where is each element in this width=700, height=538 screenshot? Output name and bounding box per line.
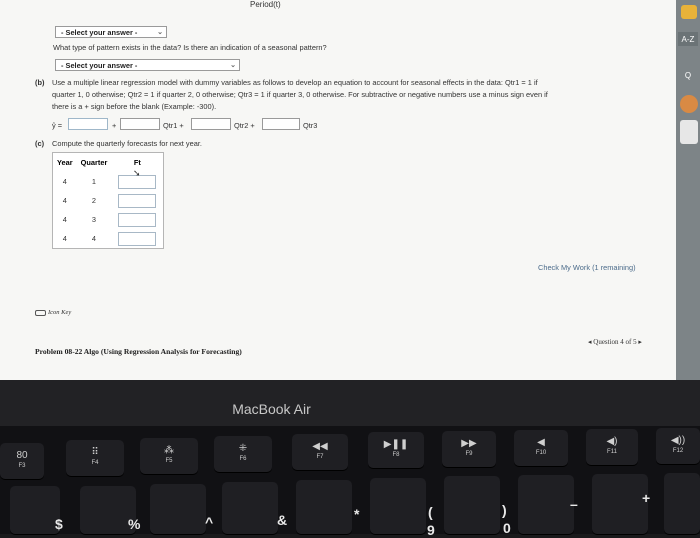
sidebar-panel-icon[interactable] — [680, 120, 698, 144]
part-b-line3: there is a + sign before the blank (Example: -300). — [52, 102, 217, 111]
f8-key[interactable]: ▶❚❚ F8 — [368, 432, 424, 468]
part-c-label: (c) — [35, 139, 45, 148]
minus-glyph: – — [570, 496, 578, 512]
table-header-row — [53, 153, 164, 173]
volume-up-icon: ◀)) — [670, 435, 686, 446]
qtr1-coef-input[interactable] — [120, 118, 160, 130]
year-cell: 4 — [62, 177, 67, 186]
qtr2-coef-input[interactable] — [191, 118, 231, 130]
backlight-up-icon: ⁜ — [238, 443, 248, 454]
rparen-glyph: ) — [502, 502, 507, 518]
zero-key[interactable] — [444, 476, 500, 534]
sidebar-gold-icon[interactable] — [681, 5, 697, 19]
play-pause-icon: ▶❚❚ — [383, 439, 409, 450]
nine-glyph: 9 — [427, 522, 435, 538]
ft-header: Ft — [133, 158, 141, 167]
eight-key[interactable] — [296, 480, 352, 534]
chevron-down-icon: ⌄ — [230, 62, 236, 69]
table-row — [53, 210, 164, 229]
rewind-icon: ◀◀ — [312, 441, 328, 452]
ampersand-glyph: & — [277, 512, 288, 528]
year-header: Year — [57, 158, 73, 167]
part-c-text: Compute the quarterly forecasts for next year. — [52, 139, 202, 148]
equals-key[interactable] — [592, 474, 651, 534]
ft-input-q4[interactable] — [118, 232, 156, 246]
plus-glyph: + — [642, 490, 651, 506]
backlight-down-icon: ⁂ — [164, 445, 174, 456]
laptop-brand: MacBook Air — [232, 401, 311, 417]
question-navigation[interactable]: ◂ Question 4 of 5 ▸ — [588, 338, 642, 346]
table-row — [53, 172, 164, 191]
f10-key[interactable]: ◀ F10 — [514, 430, 568, 466]
mouse-cursor-icon: ➘ — [133, 168, 141, 178]
quarter-cell: 3 — [91, 215, 97, 224]
check-my-work-button[interactable]: Check My Work (1 remaining) — [538, 263, 636, 272]
f7-key[interactable]: ◀◀ F7 — [292, 434, 348, 470]
zero-glyph: 0 — [503, 520, 511, 536]
f5-key[interactable]: ⁂ F5 — [140, 438, 198, 474]
f4-key[interactable]: ⠿ F4 — [66, 440, 124, 476]
f12-key[interactable]: ◀)) F12 — [656, 428, 700, 464]
qtr3-label: Qtr3 — [303, 121, 318, 130]
seasonal-select[interactable]: - Select your answer - ⌄ — [55, 59, 240, 71]
quarter-header: Quarter — [80, 158, 108, 167]
f9-key[interactable]: ▶▶ F9 — [442, 431, 496, 467]
sidebar-circle-icon[interactable] — [680, 95, 698, 113]
six-key[interactable] — [150, 484, 206, 534]
launchpad-icon: ⠿ — [91, 447, 99, 458]
key-icon — [35, 310, 46, 316]
quarter-cell: 2 — [91, 196, 97, 205]
four-key[interactable] — [10, 486, 60, 534]
seven-key[interactable] — [222, 482, 278, 534]
keyboard — [0, 426, 700, 538]
year-cell: 4 — [62, 196, 67, 205]
part-b-line2: quarter 1, 0 otherwise; Qtr2 = 1 if quarter 2, 0 otherwise; Qtr3 = 1 if quarter 3, 0 otherwise. For subtractive or negative numbers use a minus sign even if — [52, 90, 548, 99]
mission-control-icon: 80 — [16, 450, 28, 461]
table-row — [53, 191, 164, 210]
ft-input-q2[interactable] — [118, 194, 156, 208]
forecast-table — [52, 152, 164, 249]
table-row — [53, 229, 164, 249]
asterisk-glyph: * — [354, 506, 360, 522]
intercept-input[interactable] — [68, 118, 108, 130]
qtr1-label: Qtr1 + — [163, 121, 184, 130]
plus-sign: + — [112, 121, 117, 130]
ft-cell — [111, 210, 164, 229]
sidebar-tab-q[interactable]: Q — [684, 70, 692, 80]
f11-key[interactable]: ◀) F11 — [586, 429, 638, 465]
qtr3-coef-input[interactable] — [262, 118, 300, 130]
delete-key[interactable] — [664, 473, 700, 534]
part-a-question: What type of pattern exists in the data? Is there an indication of a seasonal pattern? — [53, 43, 327, 52]
period-header: Period(t) — [250, 0, 281, 9]
f6-key[interactable]: ⁜ F6 — [214, 436, 272, 472]
ft-input-q3[interactable] — [118, 213, 156, 227]
ft-cell — [111, 191, 164, 210]
quarter-cell: 4 — [91, 234, 97, 243]
yhat-label: ŷ = — [52, 121, 63, 130]
part-b-label: (b) — [35, 78, 45, 87]
fast-forward-icon: ▶▶ — [461, 438, 477, 449]
nine-key[interactable] — [370, 478, 426, 534]
volume-down-icon: ◀) — [606, 436, 618, 447]
sidebar-tab-az[interactable]: A-Z — [678, 32, 698, 46]
dollar-glyph: $ — [55, 516, 63, 532]
part-b-line1: Use a multiple linear regression model with dummy variables as follows to develop an equation to account for seasonal effects in the data: Qtr1 = 1 if — [52, 78, 538, 87]
lparen-glyph: ( — [428, 504, 433, 520]
percent-glyph: % — [128, 516, 141, 532]
caret-glyph: ^ — [205, 514, 214, 530]
right-sidebar — [676, 0, 700, 380]
year-cell: 4 — [62, 234, 67, 243]
minus-key[interactable] — [518, 475, 574, 534]
pattern-select[interactable]: - Select your answer - ⌄ — [55, 26, 167, 38]
year-cell: 4 — [62, 215, 67, 224]
problem-title: Problem 08-22 Algo (Using Regression Analysis for Forecasting) — [35, 347, 242, 356]
f3-key[interactable]: 80 F3 — [0, 443, 44, 479]
quarter-cell: 1 — [91, 177, 97, 186]
chevron-down-icon: ⌄ — [157, 29, 163, 36]
ft-cell — [111, 229, 164, 249]
icon-key-link[interactable]: Icon Key — [35, 309, 71, 316]
qtr2-label: Qtr2 + — [234, 121, 255, 130]
mute-icon: ◀ — [537, 437, 545, 448]
